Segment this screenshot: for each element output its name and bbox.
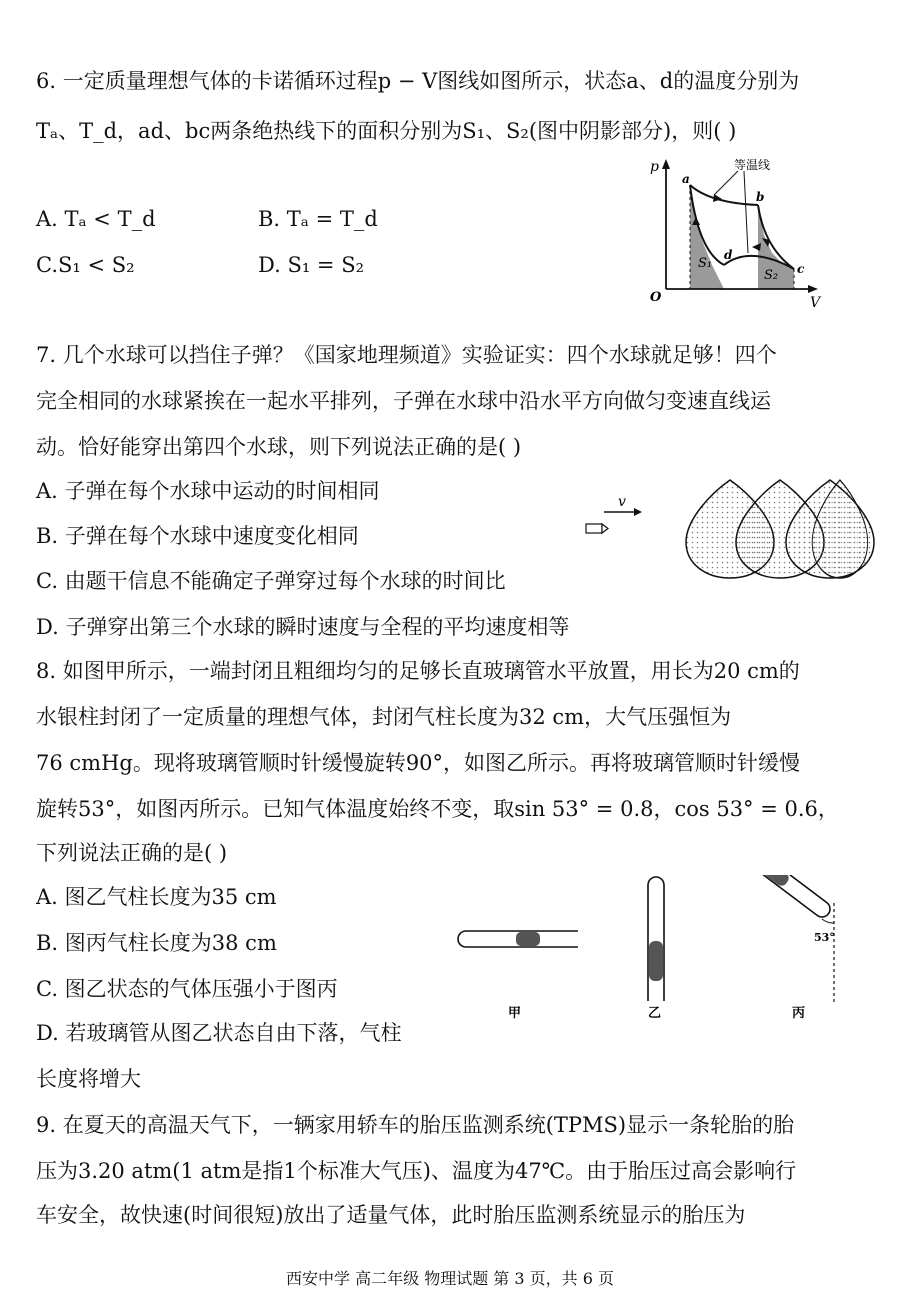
point-c-label: c <box>797 262 805 276</box>
point-b-label: b <box>756 190 765 204</box>
s2-label: S₂ <box>764 268 779 283</box>
q8-stem-line4: 旋转53°，如图丙所示。已知气体温度始终不变，取sin 53° = 0.8，cos 53° = 0.6， <box>36 797 839 821</box>
s1-label: S₁ <box>698 256 713 271</box>
isotherm-leader-2 <box>744 171 748 253</box>
q8-stem-line5: 下列说法正确的是( ) <box>36 841 228 865</box>
q7-option-a: A. 子弹在每个水球中运动的时间相同 <box>36 479 380 503</box>
q6-option-a: A. Tₐ < T_d <box>36 207 156 231</box>
q9-stem-line3: 车安全，故快速(时间很短)放出了适量气体，此时胎压监测系统显示的胎压为 <box>36 1203 746 1227</box>
v-axis-arrow <box>808 285 818 293</box>
q6-option-b: B. Tₐ = T_d <box>258 207 378 231</box>
q8-stem-line1: 8. 如图甲所示，一端封闭且粗细均匀的足够长直玻璃管水平放置，用长为20 cm的 <box>36 659 800 683</box>
page-footer: 西安中学 高二年级 物理试题 第 3 页，共 6 页 <box>286 1269 614 1288</box>
q9-stem-line2: 压为3.20 atm(1 atm是指1个标准大气压)、温度为47℃。由于胎压过高会影响行 <box>36 1159 797 1183</box>
q6-stem-line1: 6. 一定质量理想气体的卡诺循环过程p − V图线如图所示，状态a、d的温度分别为 <box>36 69 800 93</box>
label-yi: 乙 <box>648 1006 662 1021</box>
isotherm-leader-1 <box>714 171 738 195</box>
point-a-label: a <box>682 172 690 186</box>
origin-label: O <box>650 290 662 305</box>
q8-glass-tube-figure <box>450 875 870 1025</box>
isotherm-ab <box>690 185 758 205</box>
q6-pv-diagram <box>640 155 830 310</box>
arrow-cd <box>752 243 761 251</box>
q7-option-b: B. 子弹在每个水球中速度变化相同 <box>36 524 359 548</box>
tube-yi <box>648 877 664 1001</box>
isotherm-label: 等温线 <box>734 158 771 172</box>
q7-water-balls-figure <box>580 470 890 590</box>
q8-stem-line3: 76 cmHg。现将玻璃管顺时针缓慢旋转90°，如图乙所示。再将玻璃管顺时针缓慢 <box>36 751 801 775</box>
label-bing: 丙 <box>792 1006 806 1021</box>
q7-stem-line3: 动。恰好能穿出第四个水球，则下列说法正确的是( ) <box>36 435 522 459</box>
s1-area <box>690 185 724 289</box>
mercury-yi <box>649 941 663 981</box>
velocity-arrowhead <box>634 508 642 516</box>
angle-arc <box>822 919 834 923</box>
q8-option-d-cont: 长度将增大 <box>36 1067 141 1091</box>
q8-option-a: A. 图乙气柱长度为35 cm <box>36 885 277 909</box>
v-axis-label: V <box>810 295 821 310</box>
angle-label: 53° <box>814 931 835 944</box>
mercury-jia <box>516 932 540 946</box>
q6-stem-line2: Tₐ、T_d，ad、bc两条绝热线下的面积分别为S₁、S₂(图中阴影部分)，则( ) <box>36 119 737 143</box>
q7-stem-line2: 完全相同的水球紧挨在一起水平排列，子弹在水球中沿水平方向做匀变速直线运 <box>36 389 771 413</box>
velocity-label: v <box>618 494 626 510</box>
q8-stem-line2: 水银柱封闭了一定质量的理想气体，封闭气柱长度为32 cm，大气压强恒为 <box>36 705 732 729</box>
q8-option-c: C. 图乙状态的气体压强小于图丙 <box>36 977 338 1001</box>
label-jia: 甲 <box>508 1006 522 1021</box>
bullet-tip <box>602 524 608 533</box>
q6-option-c: C.S₁ < S₂ <box>36 253 135 277</box>
q8-option-d: D. 若玻璃管从图乙状态自由下落，气柱 <box>36 1021 402 1045</box>
q9-stem-line1: 9. 在夏天的高温天气下，一辆家用轿车的胎压监测系统(TPMS)显示一条轮胎的胎 <box>36 1113 795 1137</box>
bullet <box>586 524 602 533</box>
q8-option-b: B. 图丙气柱长度为38 cm <box>36 931 277 955</box>
q7-option-d: D. 子弹穿出第三个水球的瞬时速度与全程的平均速度相等 <box>36 615 570 639</box>
point-d-label: d <box>724 248 733 262</box>
q7-option-c: C. 由题干信息不能确定子弹穿过每个水球的时间比 <box>36 569 506 593</box>
p-axis-arrow <box>662 159 670 169</box>
q7-stem-line1: 7. 几个水球可以挡住子弹？《国家地理频道》实验证实：四个水球就足够！四个 <box>36 343 777 367</box>
p-axis-label: p <box>650 159 659 175</box>
q6-option-d: D. S₁ = S₂ <box>258 253 364 277</box>
